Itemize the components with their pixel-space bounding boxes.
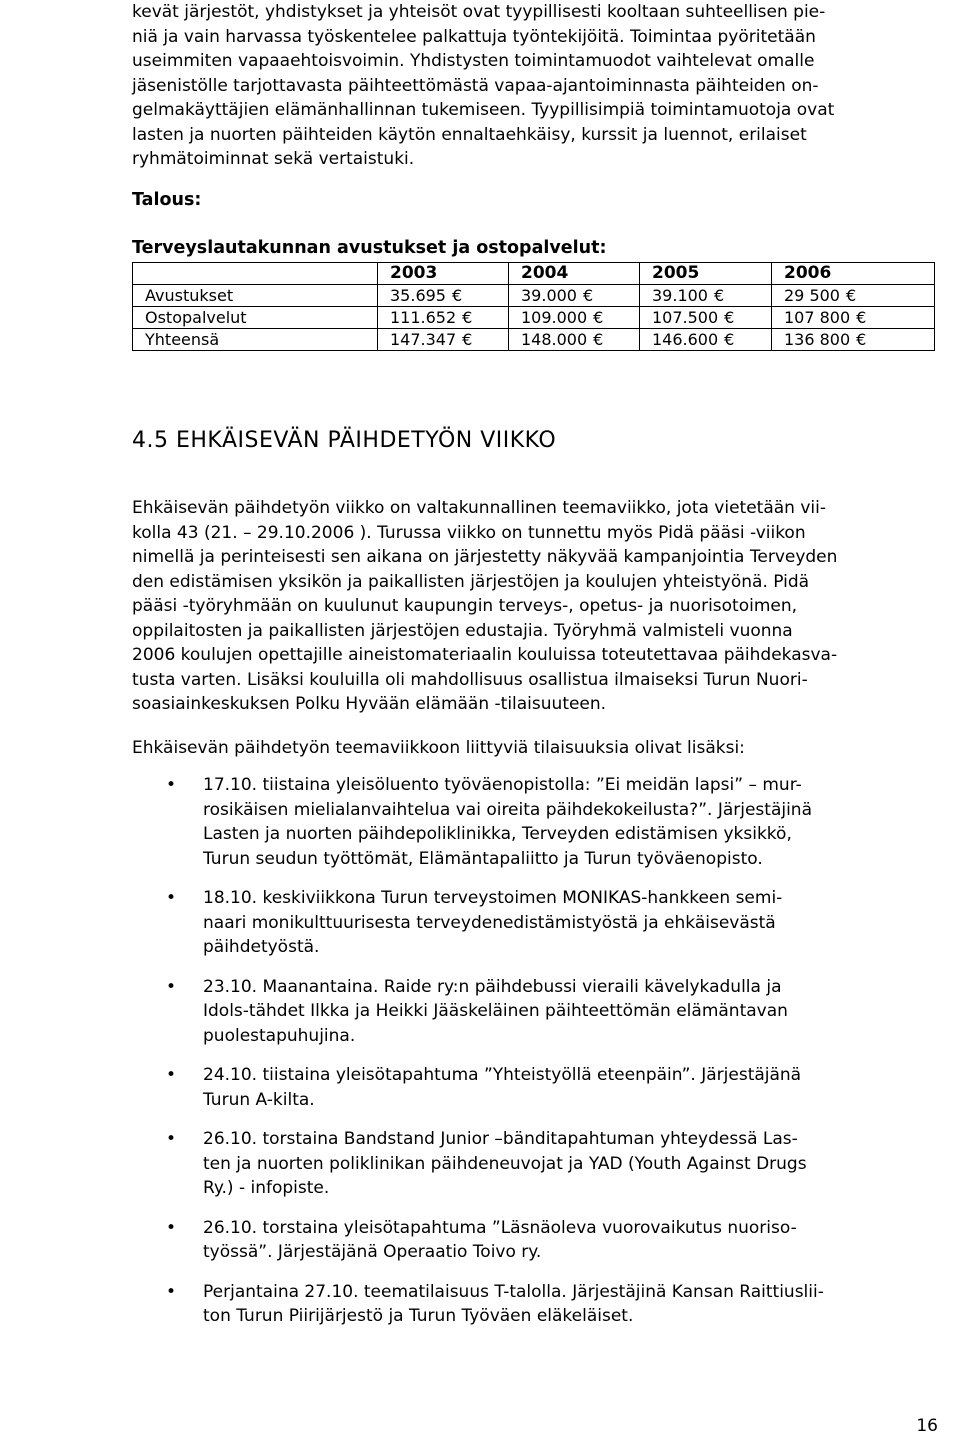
euro-symbol: € [582,286,594,305]
table-cell [640,329,772,351]
text-line: den edistämisen yksikön ja paikallisten järjestöjen ja koulujen yhteistyönä. Pidä [132,571,810,592]
bullet-icon: • [166,976,177,997]
table-cell [509,329,640,351]
table-cell [509,285,640,307]
euro-symbol: € [593,308,604,327]
text-line: oppilaitosten ja paikallisten järjestöjen edustajia. Työryhmä valmisteli vuonna [132,620,793,641]
text-line: 18.10. keskiviikkona Turun terveystoimen MONIKAS-hankkeen semi- [203,888,783,908]
text-line: 17.10. tiistaina yleisöluento työväenopistolla: ”Ei meidän lapsi” – mur- [203,775,802,795]
year-header: 2006 [772,263,935,285]
table-cell [640,307,772,329]
bullet-icon: • [166,1129,177,1149]
euro-symbol: € [856,330,867,349]
table-row [133,329,935,351]
events-intro: Ehkäisevän päihdetyön teemaviikkoon liittyviä tilaisuuksia olivat lisäksi: [132,738,745,758]
row-label: Avustukset [133,285,378,307]
text-line: 23.10. Maanantaina. Raide ry:n päihdebussi vieraili kävelykadulla ja [203,976,782,997]
text-line: Turun A-kilta. [203,1089,315,1110]
list-item [132,886,957,960]
text-line: Turun seudun työttömät, Elämäntapaliitto ja Turun työväenopisto. [203,848,763,869]
text-line: naari monikulttuurisesta terveydenedistämistyöstä ja ehkäisevästä [203,912,776,933]
text-line: niä ja vain harvassa työskentelee palkattuja työntekijöitä. Toimintaa pyöritetään [132,26,816,47]
text-line: Idols-tähdet Ilkka ja Heikki Jääskeläinen päihteettömän elämäntavan [203,1001,788,1021]
list-item [132,1063,957,1112]
talous-heading: Talous: [132,190,202,210]
bullet-icon: • [166,1065,177,1085]
euro-symbol: € [856,308,867,327]
cell-value: 146.600 [652,330,719,349]
cell-value: 111.652 [390,308,457,327]
text-line: 26.10. torstaina Bandstand Junior –bänditapahtuman yhteydessä Las- [203,1129,798,1149]
table-cell [772,285,935,307]
euro-symbol: € [451,286,463,305]
text-line: 26.10. torstaina yleisötapahtuma ”Läsnäoleva vuorovaikutus nuoriso- [203,1217,797,1238]
text-line: ten ja nuorten poliklinikan päihdeneuvojat ja YAD (Youth Against Drugs [203,1153,807,1174]
cell-value: 136 800 [784,330,851,349]
table-row [133,285,935,307]
text-line: kevät järjestöt, yhdistykset ja yhteisöt ovat tyypillisesti kooltaan suhteellisen pie- [132,2,826,22]
table-cell [378,329,509,351]
euro-symbol: € [713,286,725,305]
text-line: jäsenistölle tarjottavasta päihteettömästä vapaa-ajantoiminnasta päihteiden on- [132,75,819,96]
text-line: tusta varten. Lisäksi kouluilla oli mahdollisuus osallistua ilmaiseksi Turun Nuori- [132,669,808,690]
text-line: työssä”. Järjestäjänä Operaatio Toivo ry. [203,1242,542,1262]
text-line: lasten ja nuorten päihteiden käytön ennaltaehkäisy, kurssit ja luennot, erilaiset [132,124,807,145]
text-line: Perjantaina 27.10. teematilaisuus T-talolla. Järjestäjinä Kansan Raittiuslii- [203,1281,824,1302]
text-line: ton Turun Piirijärjestö ja Turun Työväen eläkeläiset. [203,1306,634,1326]
intro-paragraph [132,0,957,172]
text-line: rosikäisen mielialanvaihtelua vai oireita päihdekokeilusta?”. Järjestäjinä [203,799,813,820]
euro-symbol: € [845,286,857,305]
list-item [132,1216,957,1265]
cell-value: 147.347 [390,330,457,349]
text-line: puolestapuhujina. [203,1025,356,1046]
section-paragraph [132,496,957,717]
table-cell [772,329,935,351]
cell-value: 29 500 [784,286,840,305]
year-header: 2004 [509,263,640,285]
cell-value: 35.695 [390,286,446,305]
table-header-row [133,263,935,285]
bullet-icon: • [166,1217,177,1238]
table-cell [509,307,640,329]
table-cell [772,307,935,329]
bullet-icon: • [166,888,177,908]
text-line: nimellä ja perinteisesti sen aikana on järjestetty näkyvää kampanjointia Terveyden [132,547,838,567]
row-label: Ostopalvelut [133,307,378,329]
table-cell [640,285,772,307]
year-header: 2003 [378,263,509,285]
events-list [132,773,957,1344]
text-line: Lasten ja nuorten päihdepoliklinikka, Terveyden edistämisen yksikkö, [203,824,792,844]
section-title: 4.5 EHKÄISEVÄN PÄIHDETYÖN VIIKKO [132,428,557,453]
bullet-icon: • [166,775,177,795]
euro-symbol: € [593,330,604,349]
euro-symbol: € [724,308,735,327]
text-line: Ry.) - infopiste. [203,1178,330,1198]
text-line: kolla 43 (21. – 29.10.2006 ). Turussa viikko on tunnettu myös Pidä pääsi -viikon [132,522,806,543]
euro-symbol: € [724,330,735,349]
table-cell [378,285,509,307]
cell-value: 107.500 [652,308,719,327]
cell-value: 109.000 [521,308,588,327]
budget-table [132,262,935,351]
text-line: päihdetyöstä. [203,937,320,957]
euro-symbol: € [462,308,473,327]
text-line: gelmakäyttäjien elämänhallinnan tukemiseen. Tyypillisimpiä toimintamuotoja ovat [132,100,835,120]
text-line: ryhmätoiminnat sekä vertaistuki. [132,149,415,169]
text-line: useimmiten vapaaehtoisvoimin. Yhdistysten toimintamuodot vaihtelevat omalle [132,51,815,71]
bullet-icon: • [166,1281,177,1302]
text-line: soasiainkeskuksen Polku Hyvään elämään -tilaisuuteen. [132,694,607,714]
text-line: 2006 koulujen opettajille aineistomateriaalin kouluissa toteutettavaa päihdekasva- [132,645,838,665]
list-item [132,1127,957,1201]
euro-symbol: € [462,330,473,349]
table-corner-cell [133,263,378,285]
cell-value: 39.100 [652,286,708,305]
table-cell [378,307,509,329]
cell-value: 39.000 [521,286,577,305]
list-item [132,1280,957,1329]
row-label: Yhteensä [133,329,378,351]
text-line: Ehkäisevän päihdetyön viikko on valtakunnallinen teemaviikko, jota vietetään vii- [132,498,826,518]
table-heading: Terveyslautakunnan avustukset ja ostopalvelut: [132,238,607,258]
list-item [132,773,957,871]
cell-value: 107 800 [784,308,851,327]
year-header: 2005 [640,263,772,285]
text-line: 24.10. tiistaina yleisötapahtuma ”Yhteistyöllä eteenpäin”. Järjestäjänä [203,1065,802,1085]
table-row [133,307,935,329]
page-number: 16 [916,1416,938,1436]
cell-value: 148.000 [521,330,588,349]
list-item [132,975,957,1049]
text-line: pääsi -työryhmään on kuulunut kaupungin terveys-, opetus- ja nuorisotoimen, [132,596,798,616]
